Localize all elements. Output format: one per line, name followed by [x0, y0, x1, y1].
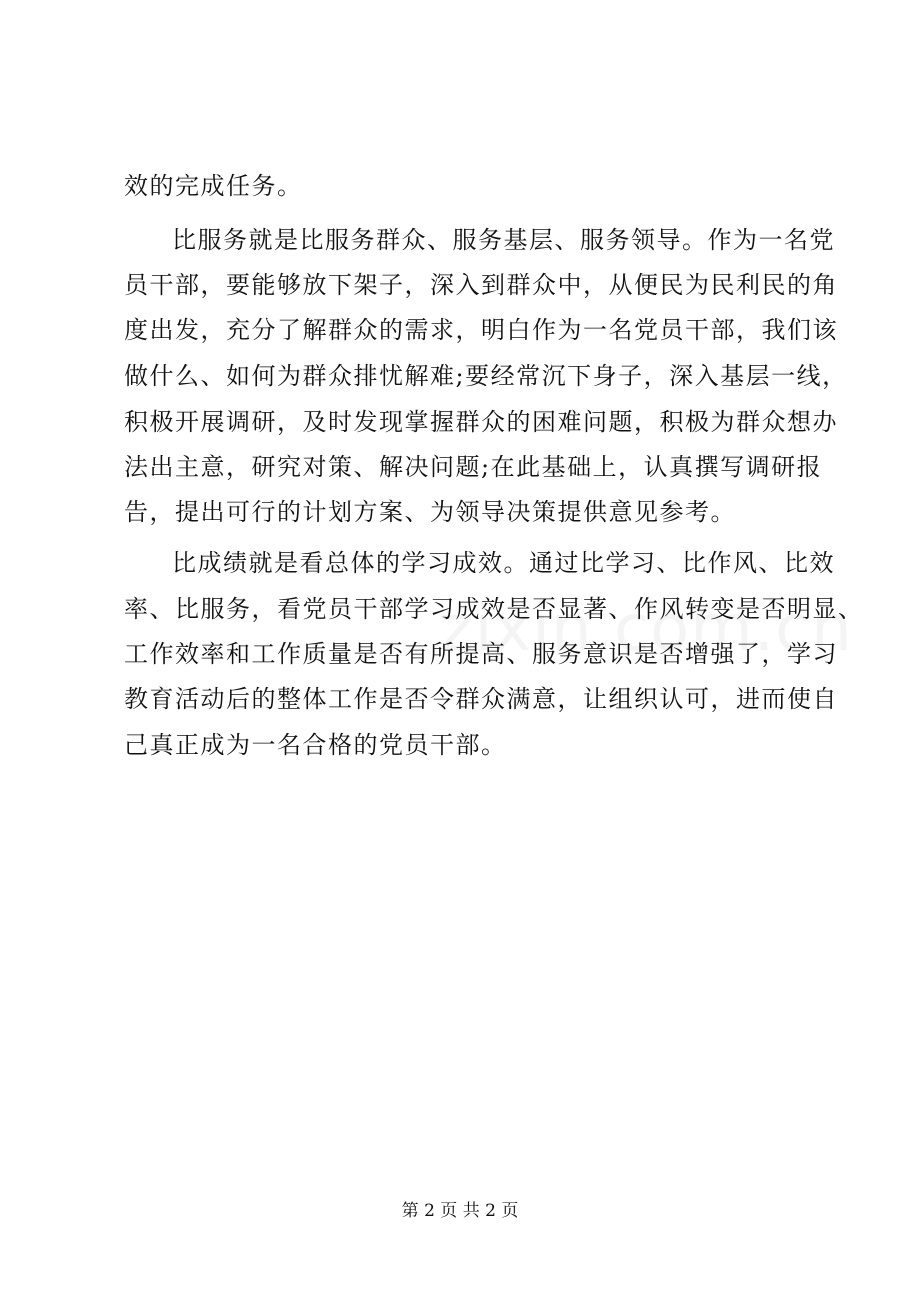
body-line: 做什么、如何为群众排忧解难;要经常沉下身子，深入基层一线， — [124, 362, 848, 390]
body-line: 积极开展调研，及时发现掌握群众的困难问题，积极为群众想办 — [124, 408, 838, 436]
body-line: 告，提出可行的计划方案、为领导决策提供意见参考。 — [124, 498, 736, 526]
page-footer: 第 2 页 共 2 页 — [401, 1201, 519, 1221]
body-line: 工作效率和工作质量是否有所提高、服务意识是否增强了，学习 — [124, 640, 838, 668]
body-line: 员干部，要能够放下架子，深入到群众中，从便民为民利民的角 — [124, 271, 838, 299]
body-line: 率、比服务，看党员干部学习成效是否显著、作风转变是否明显、 — [124, 595, 864, 623]
body-line: 效的完成任务。 — [124, 172, 303, 200]
body-line: 法出主意，研究对策、解决问题;在此基础上，认真撰写调研报 — [124, 453, 823, 481]
body-line: 己真正成为一名合格的党员干部。 — [124, 731, 507, 759]
body-line: 教育活动后的整体工作是否令群众满意，让组织认可，进而使自 — [124, 685, 838, 713]
paragraph-first-line: 比成绩就是看总体的学习成效。通过比学习、比作风、比效 — [172, 549, 835, 577]
paragraph-first-line: 比服务就是比服务群众、服务基层、服务领导。作为一名党 — [172, 226, 835, 254]
body-line: 度出发，充分了解群众的需求，明白作为一名党员干部，我们该 — [124, 316, 838, 344]
